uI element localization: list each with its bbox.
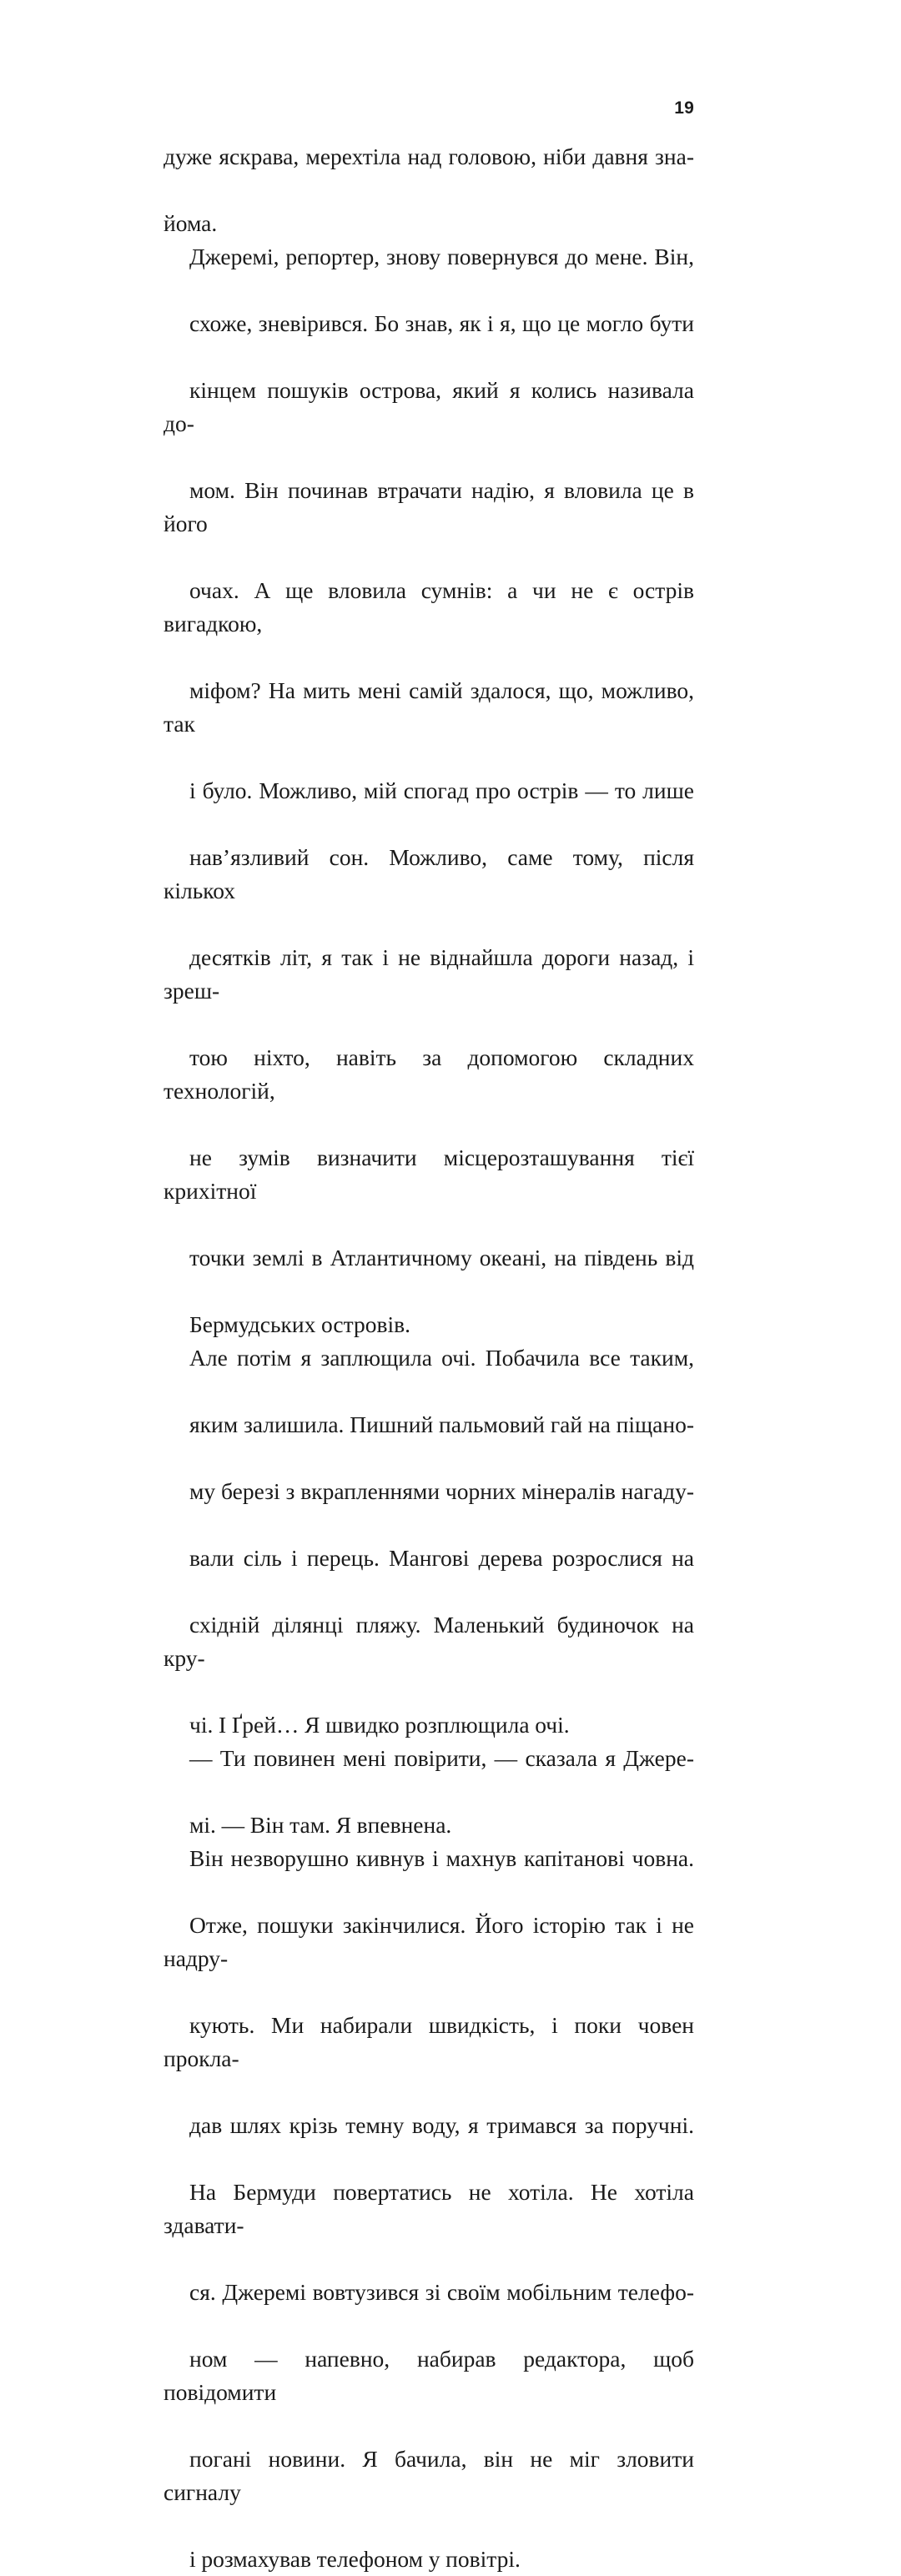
text-line: кують. Ми набирали швидкість, і поки човен прокла- bbox=[164, 2012, 694, 2071]
text-line: ном — напевно, набирав редактора, щоб повідомити bbox=[164, 2346, 694, 2405]
text-line: схоже, зневірився. Бо знав, як і я, що це могло бути bbox=[189, 310, 694, 336]
paragraph bbox=[164, 140, 694, 240]
text-line: кінцем пошуків острова, який я колись називала до- bbox=[164, 377, 694, 436]
text-line: і розмахував телефоном у повітрі. bbox=[189, 2546, 521, 2572]
text-line: Джеремі, репортер, знову повернувся до мене. Він, bbox=[189, 244, 694, 269]
text-line: дуже яскрава, мерехтіла над головою, ніби давня зна- bbox=[164, 143, 694, 169]
text-line: мом. Він починав втрачати надію, я вловила це в його bbox=[164, 477, 694, 536]
text-line: дав шлях крізь темну воду, я тримався за поручні. bbox=[189, 2112, 694, 2138]
text-line: не зумів визначити місцерозташування тієї крихітної bbox=[164, 1145, 694, 1204]
text-line: му березі з вкрапленнями чорних мінералів нагаду- bbox=[189, 1478, 694, 1504]
text-line: точки землі в Атлантичному океані, на південь від bbox=[189, 1245, 694, 1270]
text-line: погані новини. Я бачила, він не міг зловити сигналу bbox=[164, 2446, 694, 2505]
text-line: Бермудських островів. bbox=[189, 1311, 410, 1337]
text-line: десятків літ, я так і не віднайшла дороги назад, і зреш- bbox=[164, 944, 694, 1004]
text-line: нав’язливий сон. Можливо, саме тому, після кількох bbox=[164, 844, 694, 903]
text-line: ся. Джеремі вовтузився зі своїм мобільним телефо- bbox=[189, 2279, 694, 2305]
text-line: яким залишила. Пишний пальмовий гай на піщано- bbox=[189, 1411, 694, 1437]
text-line: і було. Можливо, мій спогад про острів — то лише bbox=[189, 777, 694, 803]
text-line: чі. І Ґрей… Я швидко розплющила очі. bbox=[189, 1712, 570, 1738]
text-line: міфом? На мить мені самій здалося, що, можливо, так bbox=[164, 677, 694, 737]
text-line: очах. А ще вловила сумнів: а чи не є острів вигадкою, bbox=[164, 577, 694, 636]
text-line: На Бермуди повертатись не хотіла. Не хотіла здавати- bbox=[164, 2179, 694, 2238]
text-line: Отже, пошуки закінчилися. Його історію так і не надру- bbox=[164, 1912, 694, 1971]
page-number: 19 bbox=[674, 98, 694, 118]
paragraph bbox=[164, 1341, 694, 1742]
text-line: — Ти повинен мені повірити, — сказала я Джере- bbox=[189, 1745, 694, 1771]
body-text-block bbox=[164, 140, 694, 2576]
text-line: тою ніхто, навіть за допомогою складних технологій, bbox=[164, 1044, 694, 1104]
paragraph bbox=[164, 1842, 694, 2576]
text-line: східній ділянці пляжу. Маленький будиночок на кру- bbox=[164, 1612, 694, 1671]
text-line: вали сіль і перець. Мангові дерева розрослися на bbox=[189, 1545, 694, 1571]
text-line: Але потім я заплющила очі. Побачила все таким, bbox=[189, 1345, 694, 1371]
paragraph bbox=[164, 1742, 694, 1842]
text-line: йома. bbox=[164, 210, 218, 236]
text-line: Він незворушно кивнув і махнув капітанові човна. bbox=[189, 1845, 694, 1871]
paragraph bbox=[164, 240, 694, 1341]
text-line: мі. — Він там. Я впевнена. bbox=[189, 1812, 452, 1838]
